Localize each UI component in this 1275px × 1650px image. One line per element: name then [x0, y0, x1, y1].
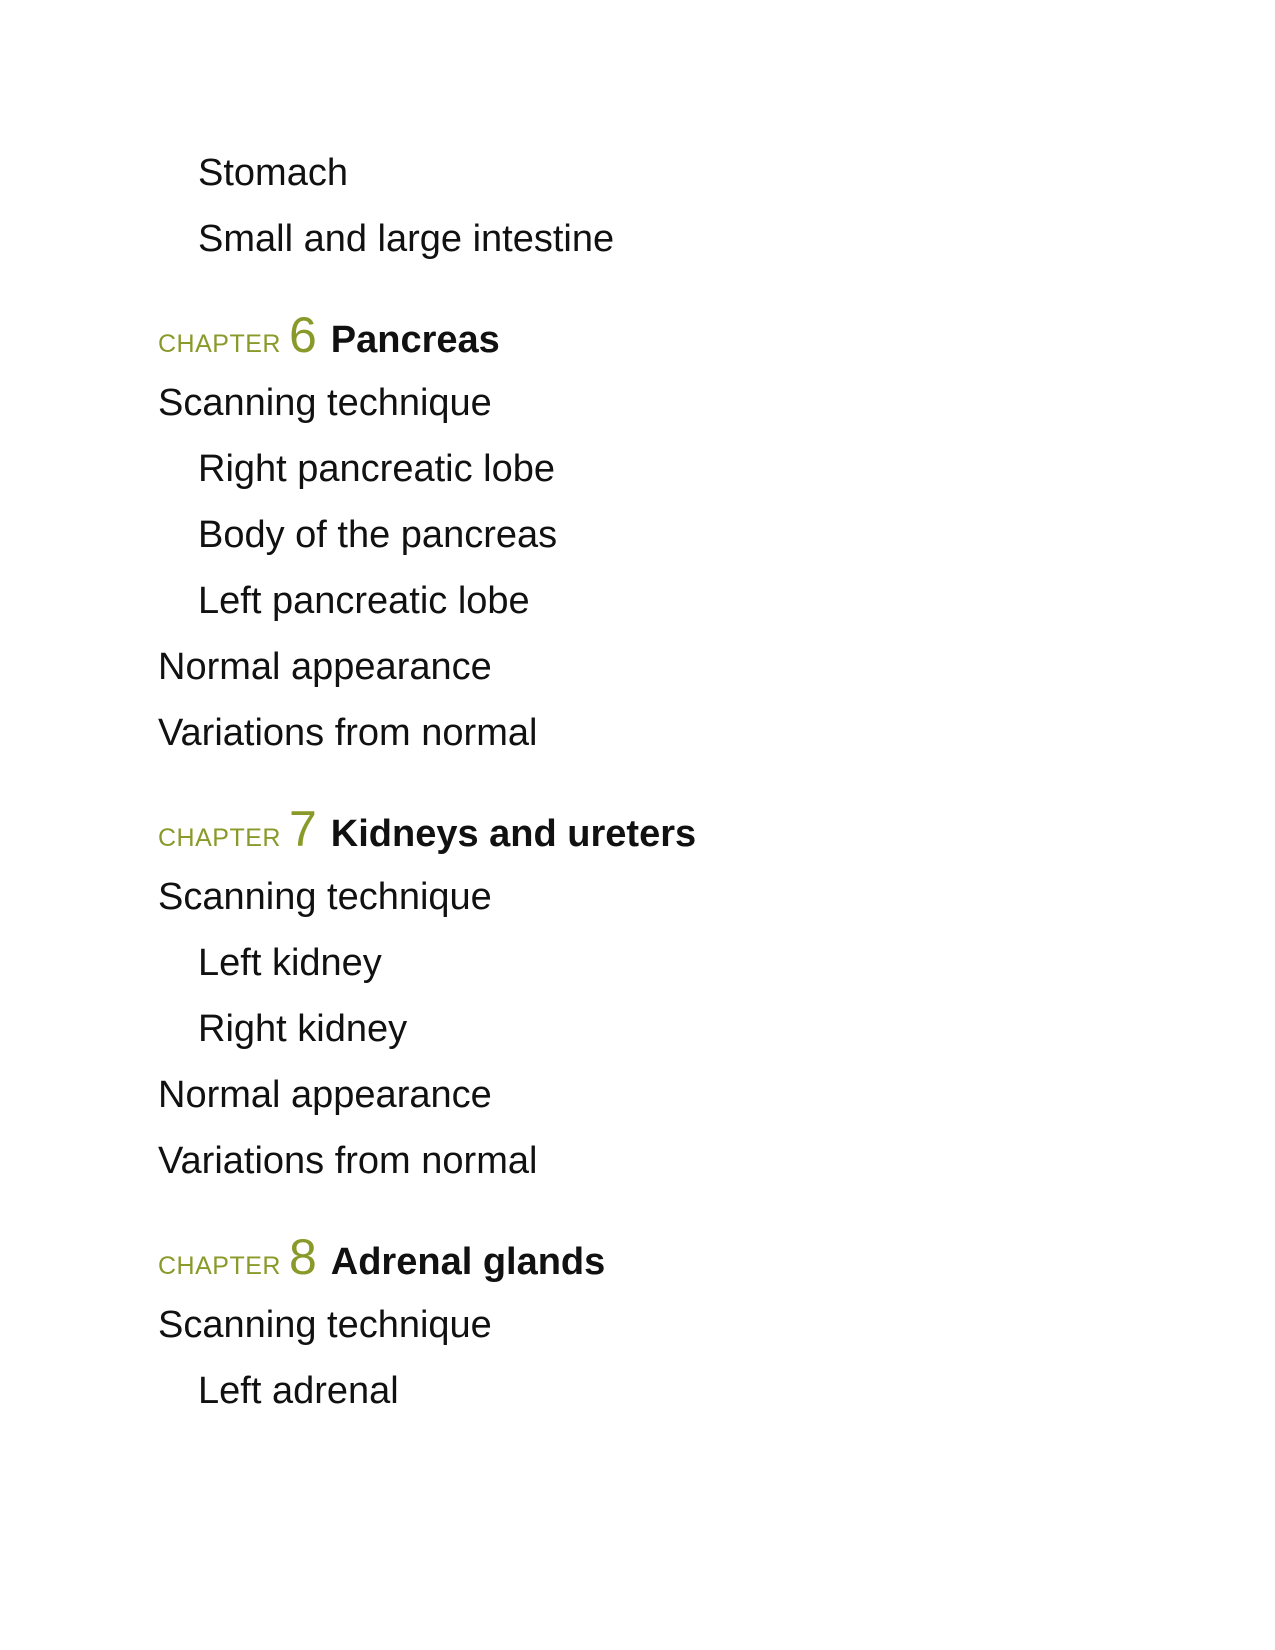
toc-entry-normal-appearance[interactable]: Normal appearance	[158, 1074, 492, 1116]
toc-entry-scanning-technique[interactable]: Scanning technique	[158, 382, 492, 424]
chapter-heading-7[interactable]	[158, 794, 1158, 864]
toc-entry-body-of-the-pancreas[interactable]: Body of the pancreas	[198, 514, 558, 556]
chapter-title: Adrenal glands	[330, 1241, 606, 1283]
toc-entry-scanning-technique[interactable]: Scanning technique	[158, 876, 492, 918]
toc-entry-normal-appearance[interactable]: Normal appearance	[158, 646, 492, 688]
chapter-prefix: CHAPTER	[158, 1252, 281, 1280]
toc-entry-variations-from-normal[interactable]: Variations from normal	[158, 1140, 538, 1182]
toc-entry-right-pancreatic-lobe[interactable]: Right pancreatic lobe	[198, 448, 555, 490]
table-of-contents	[158, 140, 1158, 1424]
chapter-number: 7	[288, 801, 317, 857]
toc-entry-left-kidney[interactable]: Left kidney	[198, 942, 382, 984]
chapter-number: 8	[288, 1229, 317, 1285]
chapter-title: Kidneys and ureters	[330, 813, 697, 855]
chapter-prefix: CHAPTER	[158, 330, 281, 358]
chapter-prefix: CHAPTER	[158, 824, 281, 852]
chapter-title: Pancreas	[330, 319, 500, 361]
toc-entry-stomach[interactable]: Stomach	[198, 152, 348, 194]
chapter-heading-8[interactable]	[158, 1222, 1158, 1292]
chapter-number: 6	[288, 307, 317, 363]
toc-entry-left-pancreatic-lobe[interactable]: Left pancreatic lobe	[198, 580, 530, 622]
toc-entry-scanning-technique[interactable]: Scanning technique	[158, 1304, 492, 1346]
toc-entry-small-and-large-intestine[interactable]: Small and large intestine	[198, 218, 615, 260]
toc-entry-left-adrenal[interactable]: Left adrenal	[198, 1370, 399, 1412]
chapter-heading-6[interactable]	[158, 300, 1158, 370]
toc-entry-right-kidney[interactable]: Right kidney	[198, 1008, 408, 1050]
toc-entry-variations-from-normal[interactable]: Variations from normal	[158, 712, 538, 754]
